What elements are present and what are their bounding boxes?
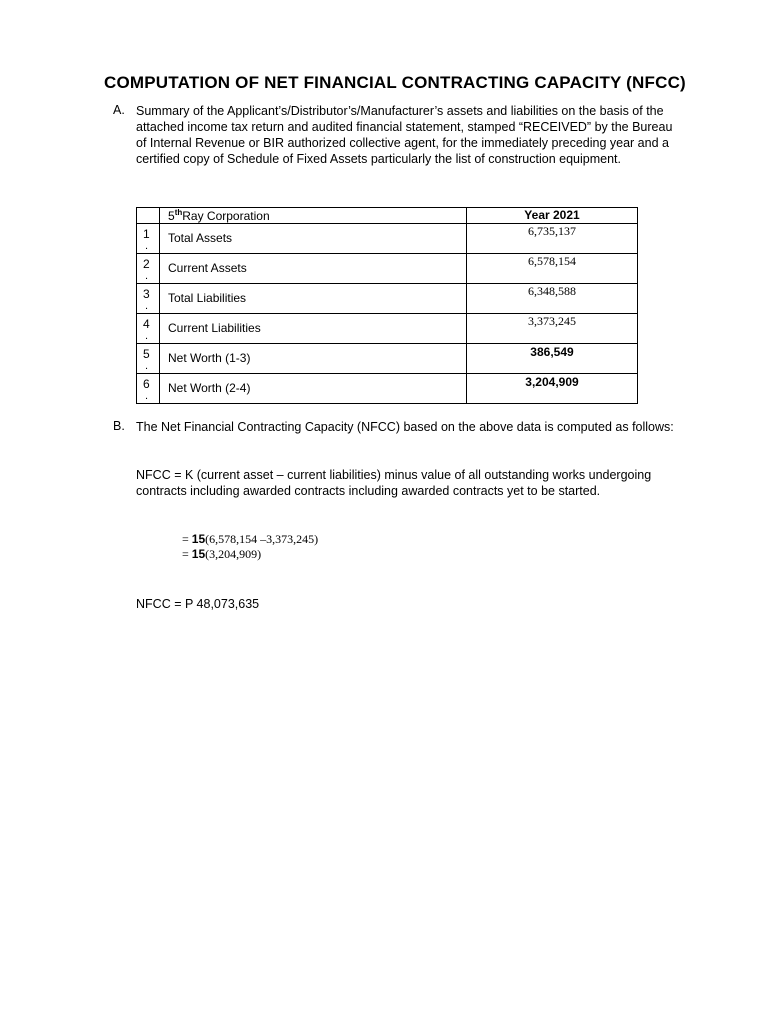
row-number-cell: [137, 374, 160, 404]
row-value: 3,204,909: [525, 375, 579, 389]
row-number: 5: [143, 347, 150, 361]
row-value-cell: [467, 254, 638, 284]
row-value: 3,373,245: [528, 314, 576, 328]
row-label-cell: [160, 344, 467, 374]
computation-expression: (6,578,154 –3,373,245): [205, 532, 319, 546]
computation-k-value: 15: [191, 532, 206, 546]
row-value: 6,348,588: [528, 284, 576, 298]
row-label-cell: [160, 224, 467, 254]
company-ordinal-suffix: th: [174, 208, 183, 217]
row-value-cell: [467, 344, 638, 374]
row-number-cell: [137, 284, 160, 314]
nfcc-formula: NFCC = K (current asset – current liabilities) minus value of all outstanding works undergoing contracts including awarded contracts including awarded contracts yet to be started.: [136, 468, 652, 498]
section-a-text: Summary of the Applicant’s/Distributor’s/Manufacturer’s assets and liabilities on the basis of the attached income tax return and audited financial statement, stamped “RECEIVED” by the Bureau of Internal Revenue or BIR authorized collective agent, for the immediately preceding year and a certified copy of Schedule of Fixed Assets particularly the list of construction equipment.: [136, 104, 673, 166]
company-name-rest: Ray Corporation: [182, 209, 270, 223]
row-value-cell: [467, 374, 638, 404]
row-number-dot: .: [145, 300, 149, 312]
row-number: 3: [143, 287, 150, 301]
row-label-cell: [160, 284, 467, 314]
row-label-cell: [160, 374, 467, 404]
section-b-text: The Net Financial Contracting Capacity (NFCC) based on the above data is computed as follows:: [136, 420, 674, 434]
table-header-row: [137, 208, 638, 224]
row-value: 386,549: [530, 345, 574, 359]
row-number-cell: [137, 344, 160, 374]
row-label-cell: [160, 314, 467, 344]
row-label: Total Assets: [168, 231, 233, 245]
row-number: 6: [143, 377, 150, 391]
header-year-cell: [467, 208, 638, 224]
computation-k-value: 15: [191, 547, 206, 561]
row-label: Current Liabilities: [168, 321, 261, 335]
document-title: COMPUTATION OF NET FINANCIAL CONTRACTING CAPACITY (NFCC): [104, 73, 686, 92]
nfcc-result: NFCC = P 48,073,635: [136, 597, 260, 611]
row-number: 2: [143, 257, 150, 271]
row-number-dot: .: [145, 360, 149, 372]
row-label: Net Worth (1-3): [168, 351, 251, 365]
row-number-cell: [137, 314, 160, 344]
header-num-cell: [137, 208, 160, 224]
header-company-cell: [160, 208, 467, 224]
section-a-letter: A.: [113, 103, 125, 117]
row-value: 6,735,137: [528, 224, 576, 238]
company-ordinal-number: 5: [168, 209, 175, 223]
computation-line-1: [182, 531, 318, 547]
row-number-cell: [137, 224, 160, 254]
computation-line-2: [182, 546, 261, 562]
row-value-cell: [467, 284, 638, 314]
header-company-name: [168, 208, 270, 223]
row-value-cell: [467, 314, 638, 344]
row-number-dot: .: [145, 240, 149, 252]
computation-equals: =: [182, 532, 192, 546]
row-value-cell: [467, 224, 638, 254]
table-row: [137, 344, 638, 374]
header-year: Year 2021: [524, 208, 580, 222]
row-label: Net Worth (2-4): [168, 381, 251, 395]
assets-liabilities-table: [136, 207, 638, 404]
row-label-cell: [160, 254, 467, 284]
table-row: [137, 314, 638, 344]
table-row: [137, 254, 638, 284]
computation-expression: (3,204,909): [205, 547, 262, 561]
table-row: [137, 284, 638, 314]
row-number: 1: [143, 227, 150, 241]
row-number: 4: [143, 317, 150, 331]
row-number-dot: .: [145, 270, 149, 282]
section-b-letter: B.: [113, 419, 125, 433]
row-number-cell: [137, 254, 160, 284]
row-label: Total Liabilities: [168, 291, 247, 305]
table-row: [137, 224, 638, 254]
row-number-dot: .: [145, 330, 149, 342]
computation-equals: =: [182, 547, 192, 561]
row-label: Current Assets: [168, 261, 247, 275]
row-value: 6,578,154: [528, 254, 576, 268]
table-row: [137, 374, 638, 404]
row-number-dot: .: [145, 390, 149, 402]
